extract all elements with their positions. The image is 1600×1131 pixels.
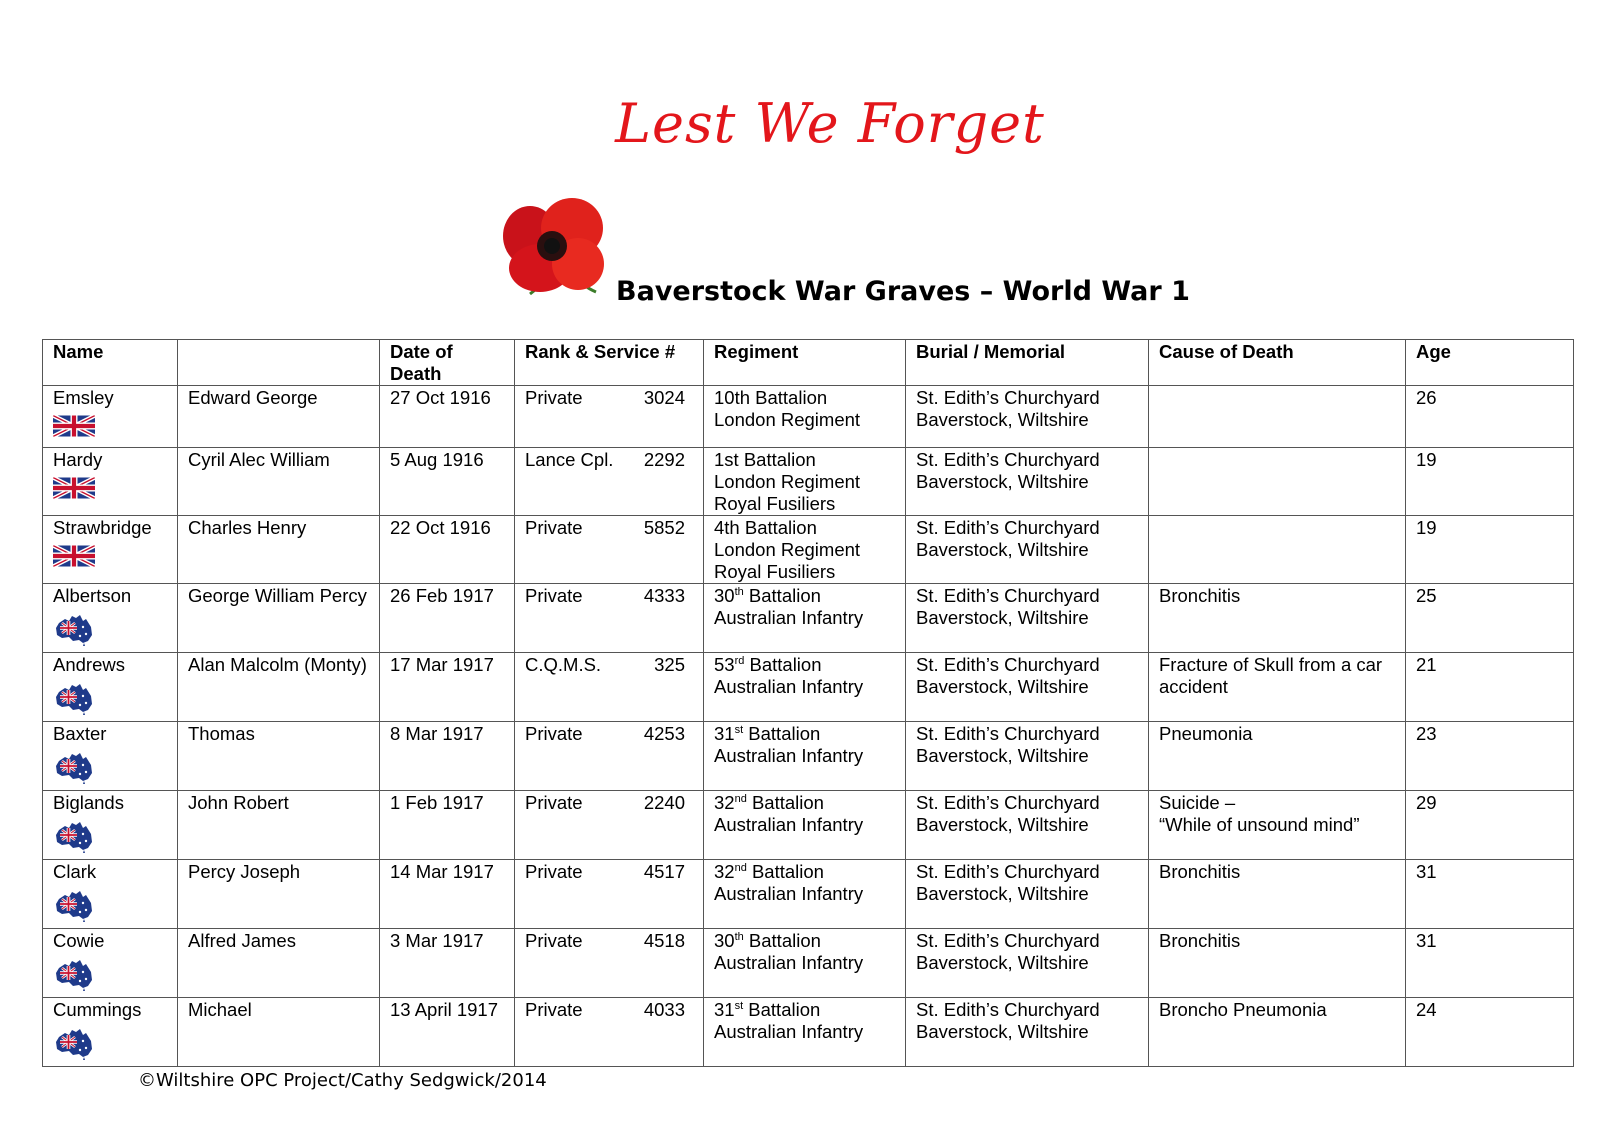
rank: Private — [525, 517, 583, 538]
surname-cell — [43, 448, 178, 516]
regiment-cell — [704, 448, 906, 516]
regiment-cell — [704, 998, 906, 1067]
regiment-ordinal: 53 — [714, 654, 735, 675]
rank-service-cell — [515, 929, 704, 998]
regiment-line-1: Battalion — [744, 654, 822, 675]
page-title: Baverstock War Graves – World War 1 — [616, 276, 1190, 307]
age-cell: 21 — [1406, 653, 1574, 722]
age-cell: 26 — [1406, 386, 1574, 448]
surname: Biglands — [53, 792, 124, 813]
table-row — [43, 448, 1574, 516]
given-names-cell: Alan Malcolm (Monty) — [178, 653, 380, 722]
given-names-cell: Edward George — [178, 386, 380, 448]
burial-cell — [906, 998, 1149, 1067]
age-cell: 25 — [1406, 584, 1574, 653]
age-cell: 19 — [1406, 448, 1574, 516]
service-number: 3024 — [643, 387, 685, 408]
cause-line-1: Suicide – — [1159, 792, 1236, 813]
regiment-line-1: Battalion — [746, 792, 824, 813]
surname: Clark — [53, 861, 97, 882]
given-names-cell: Cyril Alec William — [178, 448, 380, 516]
given-names-cell: Percy Joseph — [178, 860, 380, 929]
war-graves-table — [42, 339, 1574, 1067]
regiment-line-2: London Regiment — [714, 539, 861, 560]
col-header-regiment: Regiment — [704, 340, 906, 386]
australia-flag-icon — [53, 751, 167, 790]
copyright-footer: ©Wiltshire OPC Project/Cathy Sedgwick/2014 — [138, 1070, 547, 1091]
col-header-given — [178, 340, 380, 386]
regiment-cell — [704, 386, 906, 448]
rank: Private — [525, 585, 583, 606]
given-names-cell: Michael — [178, 998, 380, 1067]
regiment-line-2: Australian Infantry — [714, 1021, 864, 1042]
regiment-line-2: Australian Infantry — [714, 883, 864, 904]
date-of-death-cell: 1 Feb 1917 — [380, 791, 515, 860]
regiment-line-3: Royal Fusiliers — [714, 493, 836, 514]
burial-line-1: St. Edith’s Churchyard — [916, 387, 1100, 408]
given-names-cell: Thomas — [178, 722, 380, 791]
regiment-cell — [704, 722, 906, 791]
age-cell: 23 — [1406, 722, 1574, 791]
rank-service-cell — [515, 998, 704, 1067]
col-header-date: Date of Death — [380, 340, 515, 386]
regiment-line-1: Battalion — [746, 861, 824, 882]
burial-line-1: St. Edith’s Churchyard — [916, 654, 1100, 675]
surname-cell — [43, 584, 178, 653]
burial-line-2: Baverstock, Wiltshire — [916, 883, 1089, 904]
table-row — [43, 998, 1574, 1067]
service-number: 5852 — [643, 517, 685, 538]
service-number: 2240 — [643, 792, 685, 813]
regiment-ordinal-suffix: nd — [734, 792, 747, 805]
burial-line-1: St. Edith’s Churchyard — [916, 517, 1100, 538]
table-row — [43, 584, 1574, 653]
surname: Albertson — [53, 585, 132, 606]
surname-cell — [43, 860, 178, 929]
rank: Private — [525, 930, 583, 951]
burial-cell — [906, 929, 1149, 998]
australia-flag-icon — [53, 958, 167, 997]
rank: Lance Cpl. — [525, 449, 614, 470]
given-names-cell: Charles Henry — [178, 516, 380, 584]
table-row — [43, 516, 1574, 584]
age-cell: 29 — [1406, 791, 1574, 860]
rank: C.Q.M.S. — [525, 654, 602, 675]
surname-cell — [43, 653, 178, 722]
burial-cell — [906, 386, 1149, 448]
regiment-ordinal-suffix: nd — [734, 861, 747, 874]
burial-cell — [906, 448, 1149, 516]
regiment-cell — [704, 516, 906, 584]
burial-line-2: Baverstock, Wiltshire — [916, 676, 1089, 697]
surname: Cowie — [53, 930, 105, 951]
cause-of-death-cell — [1149, 791, 1406, 860]
burial-line-1: St. Edith’s Churchyard — [916, 449, 1100, 470]
cause-line-2: “While of unsound mind” — [1159, 814, 1360, 835]
date-of-death-cell: 26 Feb 1917 — [380, 584, 515, 653]
service-number: 4033 — [643, 999, 685, 1020]
regiment-line-2: London Regiment — [714, 471, 861, 492]
surname: Cummings — [53, 999, 142, 1020]
cause-line-1: Broncho Pneumonia — [1159, 999, 1327, 1020]
regiment-ordinal-suffix: th — [734, 930, 744, 943]
poppy-icon — [500, 194, 610, 299]
burial-line-1: St. Edith’s Churchyard — [916, 585, 1100, 606]
burial-cell — [906, 860, 1149, 929]
col-header-name: Name — [43, 340, 178, 386]
date-of-death-cell: 17 Mar 1917 — [380, 653, 515, 722]
australia-flag-icon — [53, 682, 167, 721]
rank: Private — [525, 792, 583, 813]
surname-cell — [43, 722, 178, 791]
service-number: 4518 — [643, 930, 685, 951]
age-cell: 31 — [1406, 929, 1574, 998]
burial-cell — [906, 653, 1149, 722]
burial-line-2: Baverstock, Wiltshire — [916, 952, 1089, 973]
date-of-death-cell: 5 Aug 1916 — [380, 448, 515, 516]
cause-of-death-cell — [1149, 653, 1406, 722]
burial-line-2: Baverstock, Wiltshire — [916, 471, 1089, 492]
regiment-ordinal-suffix: st — [734, 999, 744, 1012]
table-row — [43, 929, 1574, 998]
regiment-ordinal: 30 — [714, 585, 735, 606]
date-of-death-cell: 13 April 1917 — [380, 998, 515, 1067]
burial-line-2: Baverstock, Wiltshire — [916, 539, 1089, 560]
service-number: 4253 — [643, 723, 685, 744]
table-header-row — [43, 340, 1574, 386]
surname-cell — [43, 929, 178, 998]
australia-flag-icon — [53, 1027, 167, 1066]
given-names-cell: John Robert — [178, 791, 380, 860]
table-row — [43, 653, 1574, 722]
regiment-line-2: Australian Infantry — [714, 676, 864, 697]
rank: Private — [525, 999, 583, 1020]
burial-cell — [906, 516, 1149, 584]
surname-cell — [43, 516, 178, 584]
burial-line-1: St. Edith’s Churchyard — [916, 792, 1100, 813]
regiment-ordinal: 32 — [714, 861, 735, 882]
burial-line-2: Baverstock, Wiltshire — [916, 745, 1089, 766]
regiment-line-2: Australian Infantry — [714, 952, 864, 973]
australia-flag-icon — [53, 820, 167, 859]
regiment-ordinal-suffix: rd — [734, 654, 745, 667]
cause-of-death-cell — [1149, 584, 1406, 653]
australia-flag-icon — [53, 613, 167, 652]
regiment-line-1: Battalion — [743, 585, 821, 606]
cause-line-1: Bronchitis — [1159, 861, 1241, 882]
regiment-cell — [704, 860, 906, 929]
regiment-line-1: 10th Battalion — [714, 387, 828, 408]
service-number: 4333 — [643, 585, 685, 606]
given-names-cell: Alfred James — [178, 929, 380, 998]
surname: Andrews — [53, 654, 125, 675]
cause-of-death-cell — [1149, 929, 1406, 998]
cause-of-death-cell — [1149, 722, 1406, 791]
uk-flag-icon — [53, 545, 167, 572]
rank-service-cell — [515, 516, 704, 584]
age-cell: 31 — [1406, 860, 1574, 929]
col-header-burial: Burial / Memorial — [906, 340, 1149, 386]
cause-of-death-cell — [1149, 386, 1406, 448]
regiment-cell — [704, 653, 906, 722]
table-row — [43, 860, 1574, 929]
date-of-death-cell: 22 Oct 1916 — [380, 516, 515, 584]
regiment-cell — [704, 584, 906, 653]
regiment-line-1: Battalion — [743, 999, 821, 1020]
col-header-rank: Rank & Service # — [515, 340, 704, 386]
service-number: 2292 — [643, 449, 685, 470]
given-names-cell: George William Percy — [178, 584, 380, 653]
regiment-line-2: London Regiment — [714, 409, 861, 430]
date-of-death-cell: 27 Oct 1916 — [380, 386, 515, 448]
burial-cell — [906, 722, 1149, 791]
surname-cell — [43, 998, 178, 1067]
rank: Private — [525, 723, 583, 744]
burial-cell — [906, 791, 1149, 860]
date-of-death-cell: 8 Mar 1917 — [380, 722, 515, 791]
cause-line-1: Bronchitis — [1159, 585, 1241, 606]
regiment-ordinal: 31 — [714, 999, 735, 1020]
rank: Private — [525, 387, 583, 408]
burial-line-1: St. Edith’s Churchyard — [916, 999, 1100, 1020]
service-number: 4517 — [643, 861, 685, 882]
burial-line-1: St. Edith’s Churchyard — [916, 861, 1100, 882]
rank-service-cell — [515, 448, 704, 516]
rank-service-cell — [515, 653, 704, 722]
rank: Private — [525, 861, 583, 882]
burial-line-2: Baverstock, Wiltshire — [916, 814, 1089, 835]
regiment-line-1: Battalion — [743, 930, 821, 951]
rank-service-cell — [515, 860, 704, 929]
regiment-line-1: 4th Battalion — [714, 517, 817, 538]
surname: Hardy — [53, 449, 103, 470]
rank-service-cell — [515, 722, 704, 791]
motto-heading: Lest We Forget — [615, 92, 1045, 155]
uk-flag-icon — [53, 477, 167, 504]
regiment-ordinal: 31 — [714, 723, 735, 744]
uk-flag-icon — [53, 415, 167, 442]
table-row — [43, 791, 1574, 860]
age-cell: 24 — [1406, 998, 1574, 1067]
burial-line-2: Baverstock, Wiltshire — [916, 409, 1089, 430]
cause-of-death-cell — [1149, 448, 1406, 516]
cause-line-1: Bronchitis — [1159, 930, 1241, 951]
rank-service-cell — [515, 386, 704, 448]
regiment-cell — [704, 791, 906, 860]
date-of-death-cell: 14 Mar 1917 — [380, 860, 515, 929]
regiment-line-2: Australian Infantry — [714, 745, 864, 766]
regiment-ordinal: 32 — [714, 792, 735, 813]
rank-service-cell — [515, 584, 704, 653]
cause-line-1: Pneumonia — [1159, 723, 1253, 744]
col-header-age: Age — [1406, 340, 1574, 386]
regiment-line-1: 1st Battalion — [714, 449, 816, 470]
regiment-line-2: Australian Infantry — [714, 814, 864, 835]
surname: Emsley — [53, 387, 114, 408]
date-of-death-cell: 3 Mar 1917 — [380, 929, 515, 998]
regiment-line-1: Battalion — [743, 723, 821, 744]
cause-of-death-cell — [1149, 998, 1406, 1067]
burial-line-1: St. Edith’s Churchyard — [916, 723, 1100, 744]
cause-line-1: Fracture of Skull from a car accident — [1159, 654, 1383, 697]
regiment-line-3: Royal Fusiliers — [714, 561, 836, 582]
burial-line-1: St. Edith’s Churchyard — [916, 930, 1100, 951]
service-number: 325 — [654, 654, 685, 675]
surname-cell — [43, 791, 178, 860]
australia-flag-icon — [53, 889, 167, 928]
surname: Strawbridge — [53, 517, 152, 538]
regiment-ordinal: 30 — [714, 930, 735, 951]
regiment-ordinal-suffix: st — [734, 723, 744, 736]
table-row — [43, 722, 1574, 791]
regiment-cell — [704, 929, 906, 998]
burial-line-2: Baverstock, Wiltshire — [916, 607, 1089, 628]
burial-cell — [906, 584, 1149, 653]
rank-service-cell — [515, 791, 704, 860]
burial-line-2: Baverstock, Wiltshire — [916, 1021, 1089, 1042]
col-header-cause: Cause of Death — [1149, 340, 1406, 386]
regiment-ordinal-suffix: th — [734, 585, 744, 598]
cause-of-death-cell — [1149, 860, 1406, 929]
surname: Baxter — [53, 723, 107, 744]
age-cell: 19 — [1406, 516, 1574, 584]
table-row — [43, 386, 1574, 448]
regiment-line-2: Australian Infantry — [714, 607, 864, 628]
cause-of-death-cell — [1149, 516, 1406, 584]
surname-cell — [43, 386, 178, 448]
